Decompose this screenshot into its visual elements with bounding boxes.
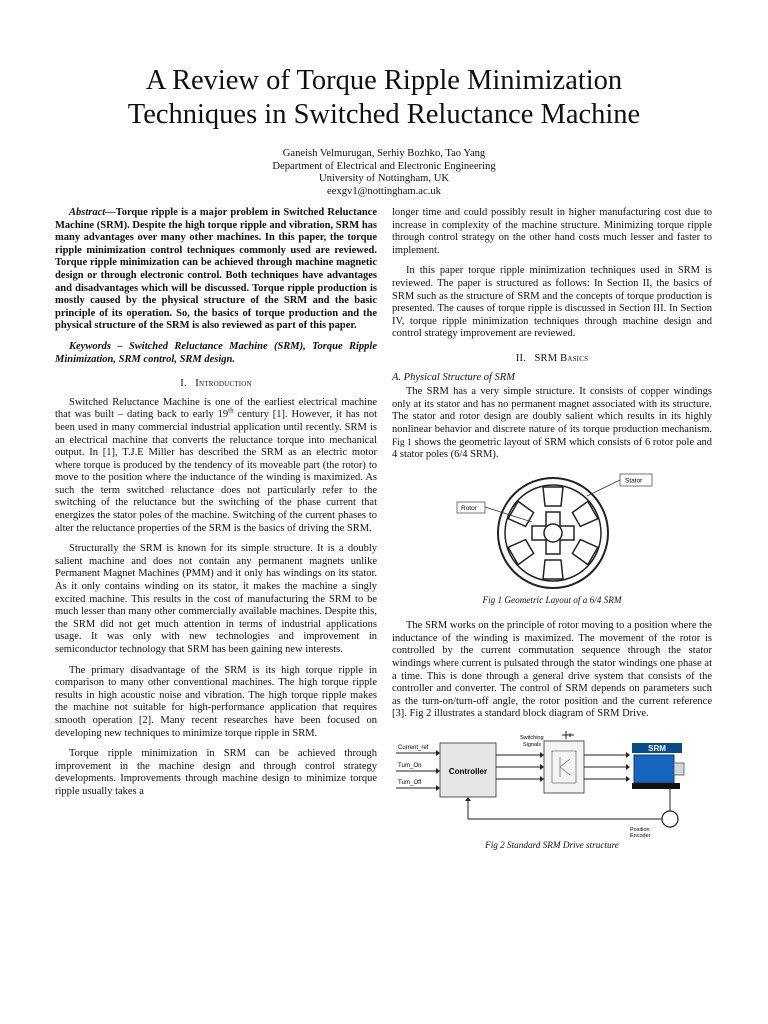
left-column <box>55 207 377 807</box>
rotor-shaft <box>544 524 562 542</box>
author-university: University of Nottingham, UK <box>318 173 450 185</box>
author-names: Ganeish Velmurugan, Serhiy Bozhko, Tao Yang <box>282 148 486 159</box>
paper-title <box>40 64 728 132</box>
section-number: I. <box>180 378 187 390</box>
keywords-text: – Switched Reluctance Machine (SRM), Torque Ripple Minimization, SRM control, SRM design. <box>55 340 377 365</box>
abstract-label: Abstract <box>69 207 106 218</box>
srm-label: SRM <box>648 744 666 754</box>
subsection-heading-physical-structure: A. Physical Structure of SRM <box>392 371 515 383</box>
stator-pointer <box>587 480 620 496</box>
abstract <box>55 207 377 333</box>
section-title: SRM Basics <box>534 352 589 364</box>
phase-output-lines <box>584 755 626 779</box>
encoder-label-2: Encoder <box>630 833 651 838</box>
physical-structure-text-a: The SRM has a very simple structure. It consists of copper windings only at its stator and has no permanent magnet associated with its structure. The stator and rotor design are doubly salient which results in its highly nonlinear behavior and discrete nature of its torque production mechanism. <box>392 386 712 435</box>
srm-motor-body <box>634 755 674 783</box>
intro-paragraph-2: Structurally the SRM is known for its simple structure. It is a doubly salient machine and does not contain any permanent magnets unlike Permanent Magnet Machines (PMM) and it only has windings on its stator. As it only contains winding on its stator, it makes the machine a singly excited machine. This results in the cost of manufacturing the SRM to be much lesser than many other commercially available machines. Despite this, the SRM did not get much attention in terms of industrial applications usage. It was only with new technologies and improvement in semiconductor technology that SRM has been gaining new interests. <box>55 543 377 655</box>
intro-paragraph-3: The primary disadvantage of the SRM is its high torque ripple in comparison to many other conventional machines. The high torque ripple results in high acoustic noise and vibration. The high torque ripple makes the machine not suitable for high-performance application that requires smooth operation [2]. Many recent researches have been focused on developing new techniques to minimize torque ripple in SRM. <box>55 664 377 739</box>
physical-structure-paragraph-2: The SRM works on the principle of rotor moving to a position where the inductance of the winding is maximized. The movement of the rotor is controlled by the current commutation sequence through the stator windings where current is pulsated through the stator windings one phase at a time. This is done through a general drive system that consists of the controller and converter. The control of SRM depends on parameters such as the turn-on/turn-off angle, the rotor position and the current reference [3]. Fig 2 illustrates a standard block diagram of SRM Drive. <box>392 620 712 720</box>
author-block <box>40 148 728 198</box>
section-number: II. <box>515 352 527 364</box>
physical-structure-paragraph-1 <box>392 386 712 462</box>
author-email: eexgv1@nottingham.ac.uk <box>327 185 441 197</box>
position-encoder-symbol <box>662 811 678 827</box>
intro-p1-text-b: century [1]. However, it has not been used in many commercial industrial application until recently. SRM is an electrical machine that converts the reluctance torque into mechanical output. In [1], T.J.E Miller has described the SRM as an electric motor where torque is produced by the tendency of its moveable part (the rotor) to move to the position where the inductance of the winding is maximized. As such the term switched reluctance does not particularly refer to the switching of the reluctance but the switching of the phase current that energizes the stator poles of the machine. Switching of the current phases to alter the reluctance properties of the SRM is the basics of driving the SRM. <box>55 409 377 534</box>
switching-label-1: Switching <box>520 735 544 742</box>
title-line-1: A Review of Torque Ripple Minimization <box>145 65 623 96</box>
figure-1 <box>392 470 712 607</box>
section-title: Introduction <box>195 378 252 390</box>
right-paragraph-2: In this paper torque ripple minimization techniques used in SRM is reviewed. The paper is structured as follows: In Section II, the basics of SRM such as the structure of SRM and the concepts of torque production is presented. The causes of torque ripple is discussed in Section III. In Section IV, torque ripple minimization techniques through machine design and control strategy improvement are reviewed. <box>392 265 712 340</box>
switching-label-2: Signals <box>523 742 542 749</box>
keywords-label: Keywords <box>69 340 111 352</box>
intro-p1-text-a: Switched Reluctance Machine is one of the earliest electrical machine that was built – dating back to early 19 <box>55 396 377 421</box>
abstract-text: Torque ripple is a major problem in Switched Reluctance Machine (SRM). Despite the high torque ripple and vibration, SRM has many advantages over many other machines. In this paper, the torque ripple minimization control techniques commonly used are reviewed. Torque ripple minimization can be achieved through machine magnetic design or through electronic control. Both techniques have advantages and disadvantages which will be discussed. Torque ripple production is mostly caused by the physical structure of the SRM and the basic principle of its operation. So, the basics of torque production and the physical structure of the SRM is also reviewed as part of this paper. <box>55 207 377 332</box>
author-department: Department of Electrical and Electronic Engineering <box>272 160 496 172</box>
intro-paragraph-4: Torque ripple minimization in SRM can be achieved through improvement in the machine design and through control strategy developments. Improvements through machine design to minimize torque ripple usually takes a <box>55 748 377 797</box>
figure-1-caption: Fig 1 Geometric Layout of a 6/4 SRM <box>482 594 622 605</box>
srm-drive-block-diagram <box>392 729 712 837</box>
srm-motor-base <box>632 783 680 789</box>
section-heading-introduction <box>55 378 377 391</box>
rotor-label: Rotor <box>461 504 477 512</box>
abstract-dash: — <box>105 207 116 218</box>
right-column <box>392 207 712 866</box>
input-current-ref: Current_ref <box>398 745 429 752</box>
controller-label: Controller <box>448 767 488 777</box>
srm-motor-shaft <box>674 763 684 775</box>
switching-signal-lines <box>496 755 540 779</box>
figure-2 <box>392 729 712 852</box>
section-heading-srm-basics <box>392 353 712 366</box>
keywords <box>55 341 377 366</box>
converter-block <box>544 741 584 793</box>
srm-geometry-diagram <box>392 470 712 592</box>
encoder-label-1: Position <box>630 827 650 834</box>
title-line-2: Techniques in Switched Reluctance Machine <box>127 99 641 130</box>
intro-paragraph-1 <box>55 397 377 536</box>
stator-label: Stator <box>625 477 643 485</box>
input-turn-on: Turn_On <box>398 763 422 770</box>
input-turn-off: Turn_Off <box>398 780 422 787</box>
superscript-th: th <box>228 406 234 415</box>
figure-2-caption: Fig 2 Standard SRM Drive structure <box>485 840 619 851</box>
right-paragraph-1: longer time and could possibly result in higher manufacturing cost due to increase in complexity of the machine structure. Minimizing torque ripple through control strategy on the other hand costs much lesser and faster to implement. <box>392 207 712 256</box>
figure-reference: Fig 1 <box>392 437 412 448</box>
physical-structure-text-b: shows the geometric layout of SRM which consists of 6 rotor pole and 4 stator poles (6/4 SRM). <box>392 436 712 461</box>
